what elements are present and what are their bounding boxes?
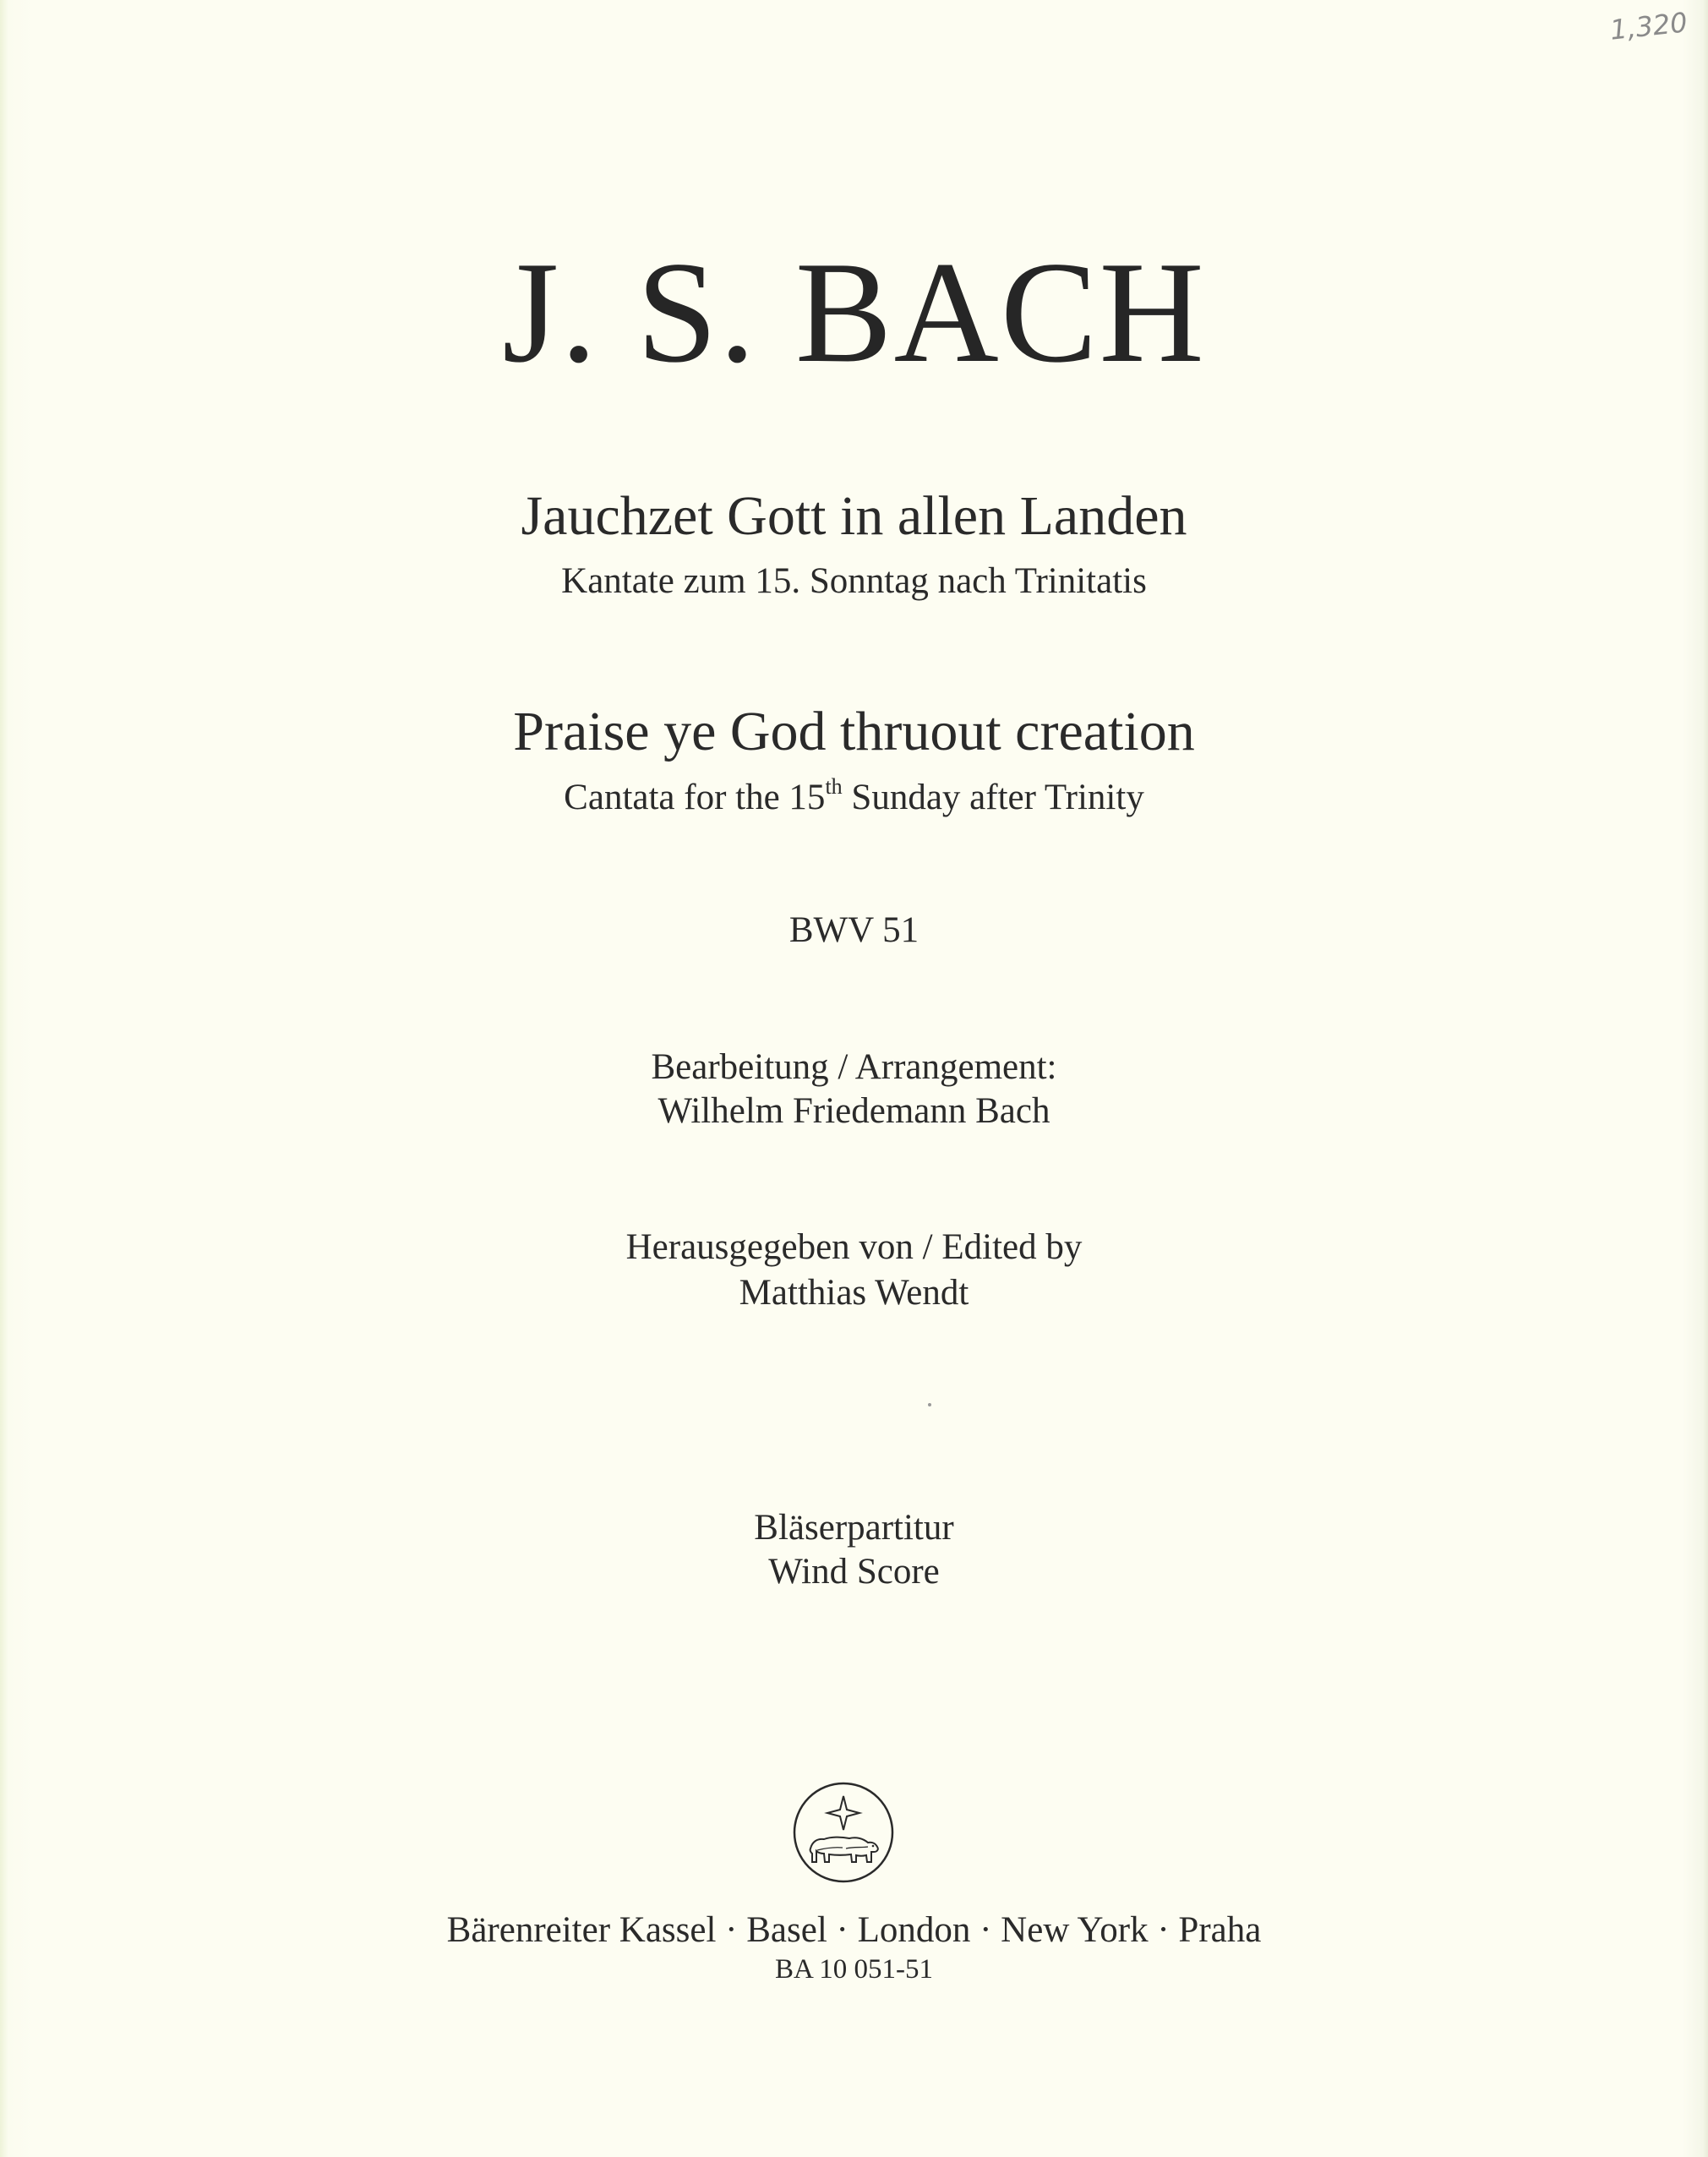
english-subtitle xyxy=(0,776,1708,820)
paper-speck xyxy=(928,1403,931,1406)
arrangement-label: Bearbeitung / Arrangement: xyxy=(651,1047,1057,1087)
score-type-english: Wind Score xyxy=(768,1552,940,1592)
editor-name: Matthias Wendt xyxy=(739,1273,969,1313)
english-subtitle-end: Sunday after Trinity xyxy=(842,778,1144,817)
english-title: Praise ye God thruout creation xyxy=(513,701,1195,762)
handwritten-note: 1,320 xyxy=(1608,6,1689,46)
score-type-german: Bläserpartitur xyxy=(754,1508,954,1548)
english-subtitle-ordinal: th xyxy=(825,774,843,799)
german-subtitle: Kantate zum 15. Sonntag nach Trinitatis xyxy=(561,561,1147,601)
arranger-name: Wilhelm Friedemann Bach xyxy=(658,1091,1050,1131)
bwv-number: BWV 51 xyxy=(789,910,919,950)
german-title: Jauchzet Gott in allen Landen xyxy=(521,485,1187,547)
english-subtitle-start: Cantata for the 15 xyxy=(564,778,826,817)
edition-number: BA 10 051-51 xyxy=(774,1954,933,1985)
editor-label: Herausgegeben von / Edited by xyxy=(625,1227,1083,1267)
baerenreiter-bear-star-logo-icon xyxy=(792,1781,895,1884)
composer-name: J. S. BACH xyxy=(502,232,1206,393)
publisher-cities: Bärenreiter Kassel · Basel · London · New York · Praha xyxy=(446,1910,1262,1950)
